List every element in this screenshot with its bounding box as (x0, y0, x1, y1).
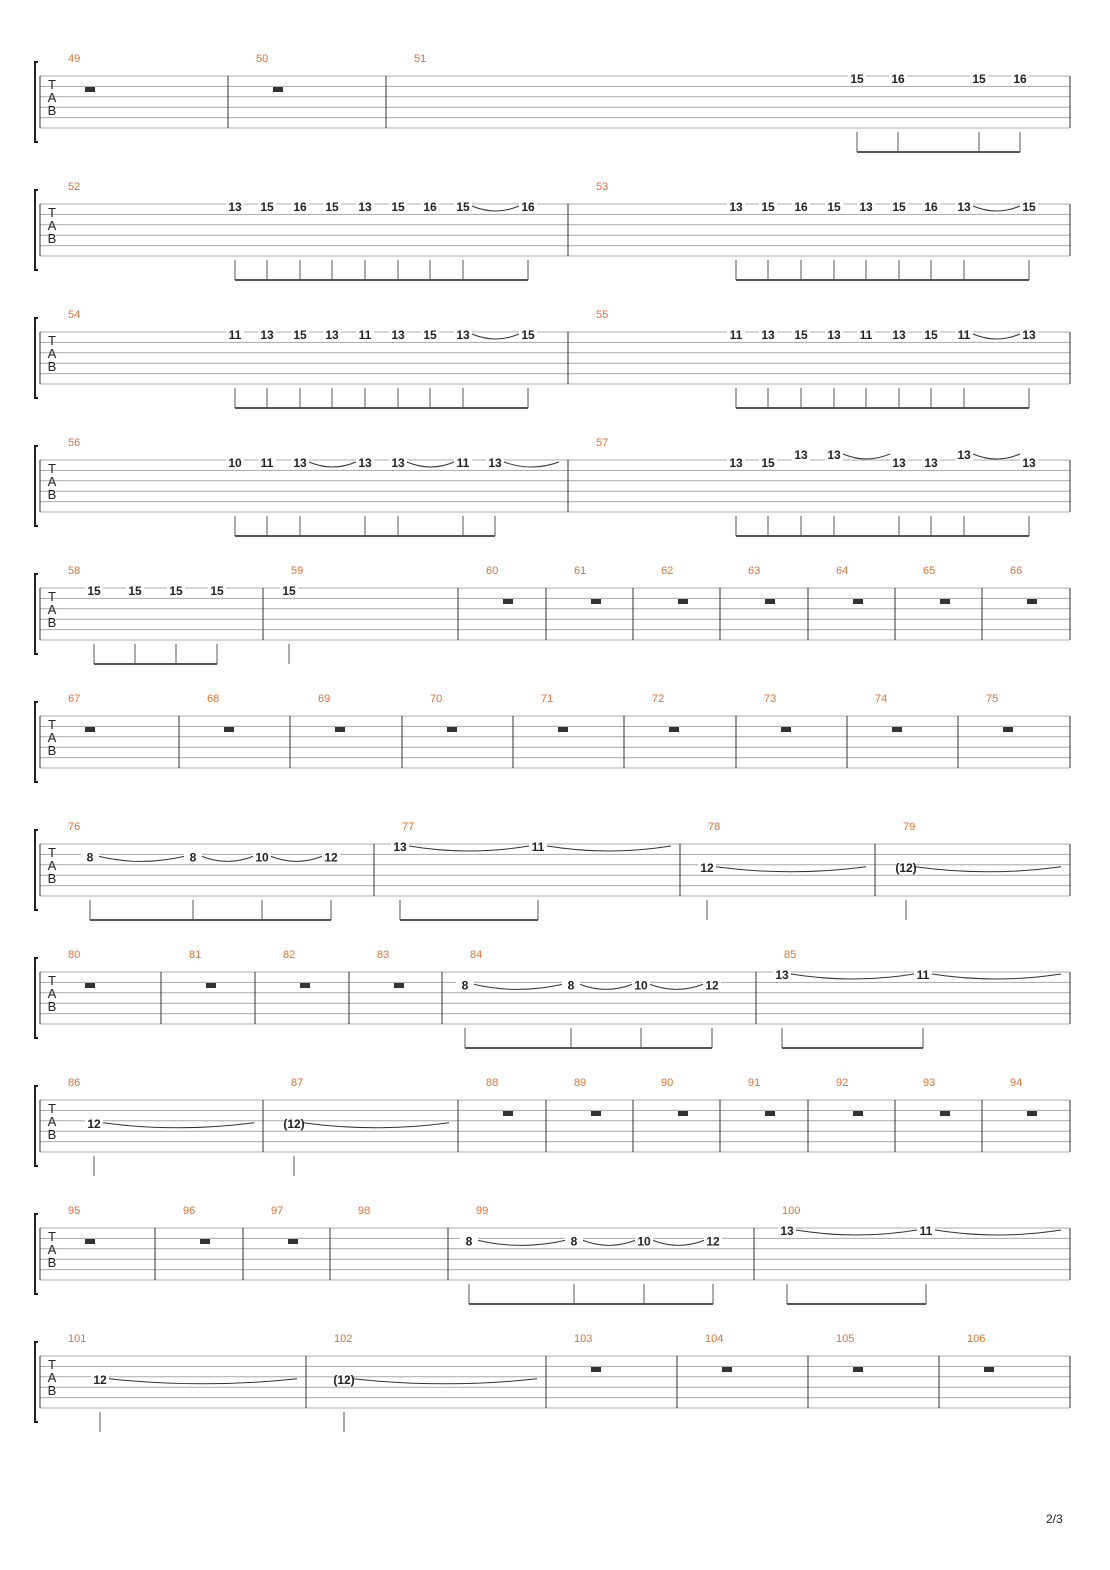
fret-number: 8 (461, 978, 469, 993)
fret-number: 11 (919, 1224, 933, 1238)
measure-number: 55 (596, 309, 609, 321)
fret-number: 13 (391, 456, 405, 470)
fret-number: 13 (293, 456, 307, 470)
measure (773, 949, 1061, 1048)
fret-number: 13 (859, 200, 873, 214)
measure-number: 53 (596, 181, 609, 193)
tab-clef-letter: B (47, 1255, 57, 1270)
measure-number: 101 (68, 1333, 87, 1345)
staff-system (35, 693, 1070, 782)
measure-number: 81 (189, 949, 202, 961)
fret-number: (12) (283, 1116, 305, 1131)
fret-number: 13 (456, 328, 470, 342)
measure-number: 69 (318, 693, 331, 705)
fret-number: 8 (465, 1234, 473, 1249)
fret-number: 13 (892, 328, 906, 342)
fret-number: 13 (780, 1224, 794, 1238)
staff-system (35, 565, 1070, 664)
whole-rest (940, 1111, 950, 1116)
fret-number: 13 (729, 200, 743, 214)
fret-number: 13 (391, 328, 405, 342)
fret-number: 13 (957, 200, 971, 214)
whole-rest (722, 1367, 732, 1372)
fret-number: 13 (729, 456, 743, 470)
whole-rest (300, 983, 310, 988)
whole-rest (669, 727, 679, 732)
measure-number: 104 (705, 1333, 724, 1345)
whole-rest (984, 1367, 994, 1372)
whole-rest (394, 983, 404, 988)
measure-number: 49 (68, 53, 81, 65)
measure-number: 78 (708, 821, 721, 833)
measure (895, 821, 1061, 920)
tie (796, 1230, 917, 1235)
whole-rest (853, 1367, 863, 1372)
fret-number: 12 (324, 850, 338, 865)
fret-number: 15 (850, 72, 864, 86)
staff-system (35, 1205, 1070, 1304)
system-bracket (35, 318, 38, 398)
fret-number: 11 (531, 840, 545, 854)
tie (653, 1240, 704, 1245)
fret-number: 11 (228, 328, 242, 342)
measure-number: 71 (541, 693, 554, 705)
fret-number: 15 (325, 200, 339, 214)
fret-number: 13 (228, 200, 242, 214)
measure-number: 83 (377, 949, 390, 961)
fret-number: 11 (358, 328, 372, 342)
tab-clef-letter: T (48, 1229, 56, 1244)
staff-system (35, 821, 1070, 920)
whole-rest (781, 727, 791, 732)
measure (68, 565, 226, 664)
fret-number: 13 (325, 328, 339, 342)
fret-number: (12) (333, 1372, 355, 1387)
fret-number: 16 (1013, 72, 1027, 86)
tie (409, 846, 529, 851)
fret-number: 15 (924, 328, 938, 342)
fret-number: 13 (393, 840, 407, 854)
fret-number: 10 (634, 978, 648, 993)
measure-number: 50 (256, 53, 269, 65)
fret-number: 16 (891, 72, 905, 86)
tie (303, 1123, 449, 1128)
fret-number: 8 (86, 850, 94, 865)
tab-clef-letter: A (47, 602, 57, 617)
systems-layer (35, 53, 1070, 1432)
measure-number: 106 (967, 1333, 986, 1345)
fret-number: 11 (260, 456, 274, 470)
fret-number: 11 (456, 456, 470, 470)
fret-number: 10 (637, 1234, 651, 1249)
measure-number: 84 (470, 949, 483, 961)
tab-clef-letter: A (47, 1370, 57, 1385)
tie (973, 334, 1020, 339)
tie (547, 846, 671, 851)
measure-number: 51 (414, 53, 427, 65)
system-bracket (35, 1342, 38, 1422)
staff-system (35, 309, 1070, 408)
measure (778, 1205, 1061, 1304)
measure-number: 62 (661, 565, 674, 577)
measure (68, 821, 340, 920)
whole-rest (853, 1111, 863, 1116)
fret-number: 13 (924, 456, 938, 470)
fret-number: 13 (358, 456, 372, 470)
measure-number: 105 (836, 1333, 855, 1345)
tab-clef-letter: T (48, 717, 56, 732)
whole-rest (678, 1111, 688, 1116)
measure (596, 181, 1038, 280)
staff-system (35, 53, 1070, 152)
measure-number: 79 (903, 821, 916, 833)
fret-number: 15 (761, 456, 775, 470)
measure-number: 52 (68, 181, 81, 193)
tab-clef-letter: A (47, 730, 57, 745)
measure-number: 92 (836, 1077, 849, 1089)
measure (283, 1077, 449, 1176)
tab-clef-letter: T (48, 333, 56, 348)
measure-number: 97 (271, 1205, 284, 1217)
fret-number: 8 (567, 978, 575, 993)
tie (932, 974, 1061, 979)
measure-number: 61 (574, 565, 587, 577)
fret-number: 15 (521, 328, 535, 342)
fret-number: 15 (972, 72, 986, 86)
measure-number: 95 (68, 1205, 81, 1217)
measure (414, 53, 1029, 152)
tab-clef-letter: A (47, 858, 57, 873)
fret-number: 16 (293, 200, 307, 214)
fret-number: 12 (700, 860, 714, 875)
fret-number: 15 (128, 584, 142, 598)
measure-number: 56 (68, 437, 81, 449)
fret-number: 15 (293, 328, 307, 342)
tie (650, 984, 703, 989)
fret-number: 8 (570, 1234, 578, 1249)
staff-system (35, 437, 1070, 536)
tie (271, 856, 322, 861)
measure (456, 949, 721, 1048)
fret-number: 10 (255, 850, 269, 865)
tie (353, 1379, 537, 1384)
tie (472, 334, 519, 339)
measure-number: 60 (486, 565, 499, 577)
fret-number: 12 (93, 1372, 107, 1387)
measure-number: 86 (68, 1077, 81, 1089)
fret-number: 15 (282, 584, 296, 598)
whole-rest (447, 727, 457, 732)
tie (472, 206, 519, 211)
tab-clef-letter: A (47, 218, 57, 233)
fret-number: 16 (924, 200, 938, 214)
whole-rest (591, 1367, 601, 1372)
measure-number: 77 (402, 821, 415, 833)
fret-number: 16 (794, 200, 808, 214)
whole-rest (1027, 1111, 1037, 1116)
whole-rest (591, 1111, 601, 1116)
fret-number: 13 (794, 448, 808, 462)
fret-number: 16 (423, 200, 437, 214)
tab-clef-letter: B (47, 615, 57, 630)
measure-number: 98 (358, 1205, 371, 1217)
fret-number: 15 (87, 584, 101, 598)
measure-number: 91 (748, 1077, 761, 1089)
measure-number: 63 (748, 565, 761, 577)
tie (478, 1240, 565, 1245)
measure (391, 821, 671, 920)
system-bracket (35, 830, 38, 910)
measure-number: 65 (923, 565, 936, 577)
measure-number: 96 (183, 1205, 196, 1217)
fret-number: 16 (521, 200, 535, 214)
fret-number: 13 (761, 328, 775, 342)
fret-number: 12 (87, 1116, 101, 1131)
system-bracket (35, 446, 38, 526)
tab-clef-letter: B (47, 103, 57, 118)
whole-rest (206, 983, 216, 988)
fret-number: 10 (228, 456, 242, 470)
whole-rest (85, 1239, 95, 1244)
tie (504, 462, 559, 467)
measure (698, 821, 866, 920)
fret-number: 13 (1022, 328, 1036, 342)
system-bracket (35, 62, 38, 142)
measure-number: 67 (68, 693, 81, 705)
fret-number: 11 (729, 328, 743, 342)
staff-system (35, 1077, 1070, 1176)
tie (580, 984, 632, 989)
tab-clef-letter: T (48, 973, 56, 988)
fret-number: 15 (1022, 200, 1036, 214)
measure-number: 89 (574, 1077, 587, 1089)
whole-rest (85, 983, 95, 988)
staff-system (35, 949, 1070, 1048)
tab-clef-letter: T (48, 77, 56, 92)
measure-number: 99 (476, 1205, 489, 1217)
whole-rest (853, 599, 863, 604)
whole-rest (765, 1111, 775, 1116)
measure-number: 93 (923, 1077, 936, 1089)
whole-rest (678, 599, 688, 604)
measure-number: 70 (430, 693, 443, 705)
measure-number: 80 (68, 949, 81, 961)
measure-number: 58 (68, 565, 81, 577)
whole-rest (1003, 727, 1013, 732)
measure-number: 74 (875, 693, 888, 705)
measure-number: 87 (291, 1077, 304, 1089)
measure (68, 309, 537, 408)
tab-clef-letter: B (47, 1127, 57, 1142)
fret-number: 11 (859, 328, 873, 342)
tab-clef-letter: T (48, 1357, 56, 1372)
measure-number: 64 (836, 565, 849, 577)
tab-clef-letter: B (47, 487, 57, 502)
system-bracket (35, 1086, 38, 1166)
fret-number: 15 (456, 200, 470, 214)
measure-number: 76 (68, 821, 81, 833)
whole-rest (940, 599, 950, 604)
tie (915, 867, 1061, 872)
tab-clef-letter: A (47, 1114, 57, 1129)
whole-rest (273, 87, 283, 92)
fret-number: 15 (761, 200, 775, 214)
measure (68, 181, 537, 280)
measure-number: 68 (207, 693, 220, 705)
whole-rest (765, 599, 775, 604)
whole-rest (85, 727, 95, 732)
fret-number: 15 (827, 200, 841, 214)
fret-number: 13 (775, 968, 789, 982)
measure (68, 1077, 254, 1176)
measure-number: 103 (574, 1333, 593, 1345)
tab-clef-letter: A (47, 90, 57, 105)
system-bracket (35, 190, 38, 270)
fret-number: 13 (488, 456, 502, 470)
tie (973, 454, 1020, 459)
measure-number: 90 (661, 1077, 674, 1089)
whole-rest (558, 727, 568, 732)
tie (202, 856, 253, 861)
tie (309, 462, 356, 467)
fret-number: (12) (895, 860, 917, 875)
tab-clef-letter: B (47, 871, 57, 886)
measure-number: 57 (596, 437, 609, 449)
measure-number: 102 (334, 1333, 353, 1345)
fret-number: 15 (423, 328, 437, 342)
whole-rest (503, 1111, 513, 1116)
tab-clef-letter: T (48, 589, 56, 604)
tie (973, 206, 1020, 211)
fret-number: 12 (706, 1234, 720, 1249)
fret-number: 15 (260, 200, 274, 214)
measure (596, 309, 1038, 408)
fret-number: 13 (892, 456, 906, 470)
fret-number: 13 (827, 328, 841, 342)
tab-clef-letter: B (47, 231, 57, 246)
measure-number: 100 (782, 1205, 801, 1217)
measure-number: 73 (764, 693, 777, 705)
tab-clef-letter: A (47, 1242, 57, 1257)
measure-number: 82 (283, 949, 296, 961)
page-number: 2/3 (1046, 1512, 1063, 1526)
tab-clef-letter: A (47, 474, 57, 489)
measure-number: 85 (784, 949, 797, 961)
fret-number: 13 (957, 448, 971, 462)
measure-number: 88 (486, 1077, 499, 1089)
tab-clef-letter: T (48, 205, 56, 220)
fret-number: 11 (957, 328, 971, 342)
measure (358, 1205, 370, 1217)
measure (68, 1333, 297, 1432)
tie (843, 454, 890, 459)
whole-rest (1027, 599, 1037, 604)
tab-clef-letter: T (48, 845, 56, 860)
tab-clef-letter: A (47, 346, 57, 361)
measure (68, 437, 559, 536)
measure (596, 437, 1038, 536)
whole-rest (591, 599, 601, 604)
whole-rest (288, 1239, 298, 1244)
fret-number: 15 (794, 328, 808, 342)
tab-clef-letter: B (47, 999, 57, 1014)
tab-clef-letter: B (47, 359, 57, 374)
fret-number: 8 (189, 850, 197, 865)
fret-number: 12 (705, 978, 719, 993)
system-bracket (35, 1214, 38, 1294)
tie (99, 856, 184, 861)
tie (474, 984, 562, 989)
fret-number: 15 (892, 200, 906, 214)
fret-number: 15 (391, 200, 405, 214)
staff-system (35, 1333, 1070, 1432)
measure-number: 72 (652, 693, 665, 705)
fret-number: 15 (210, 584, 224, 598)
fret-number: 13 (260, 328, 274, 342)
whole-rest (892, 727, 902, 732)
system-bracket (35, 958, 38, 1038)
whole-rest (200, 1239, 210, 1244)
whole-rest (503, 599, 513, 604)
fret-number: 15 (169, 584, 183, 598)
measure (333, 1333, 537, 1432)
fret-number: 11 (916, 968, 930, 982)
whole-rest (224, 727, 234, 732)
tie (407, 462, 454, 467)
whole-rest (335, 727, 345, 732)
fret-number: 13 (827, 448, 841, 462)
system-bracket (35, 574, 38, 654)
measure-number: 66 (1010, 565, 1023, 577)
fret-number: 13 (1022, 456, 1036, 470)
tie (103, 1123, 254, 1128)
tab-clef-letter: B (47, 743, 57, 758)
measure-number: 54 (68, 309, 81, 321)
tab-clef-letter: T (48, 461, 56, 476)
tie (716, 867, 866, 872)
measure-number: 94 (1010, 1077, 1023, 1089)
system-bracket (35, 702, 38, 782)
whole-rest (85, 87, 95, 92)
tie (109, 1379, 297, 1384)
tab-clef-letter: T (48, 1101, 56, 1116)
tie (935, 1230, 1061, 1235)
measure-number: 59 (291, 565, 304, 577)
measure-number: 75 (986, 693, 999, 705)
tie (791, 974, 914, 979)
tab-clef-letter: B (47, 1383, 57, 1398)
fret-number: 13 (358, 200, 372, 214)
tie (583, 1240, 635, 1245)
staff-system (35, 181, 1070, 280)
tab-clef-letter: A (47, 986, 57, 1001)
measure (280, 565, 303, 664)
measure (460, 1205, 722, 1304)
